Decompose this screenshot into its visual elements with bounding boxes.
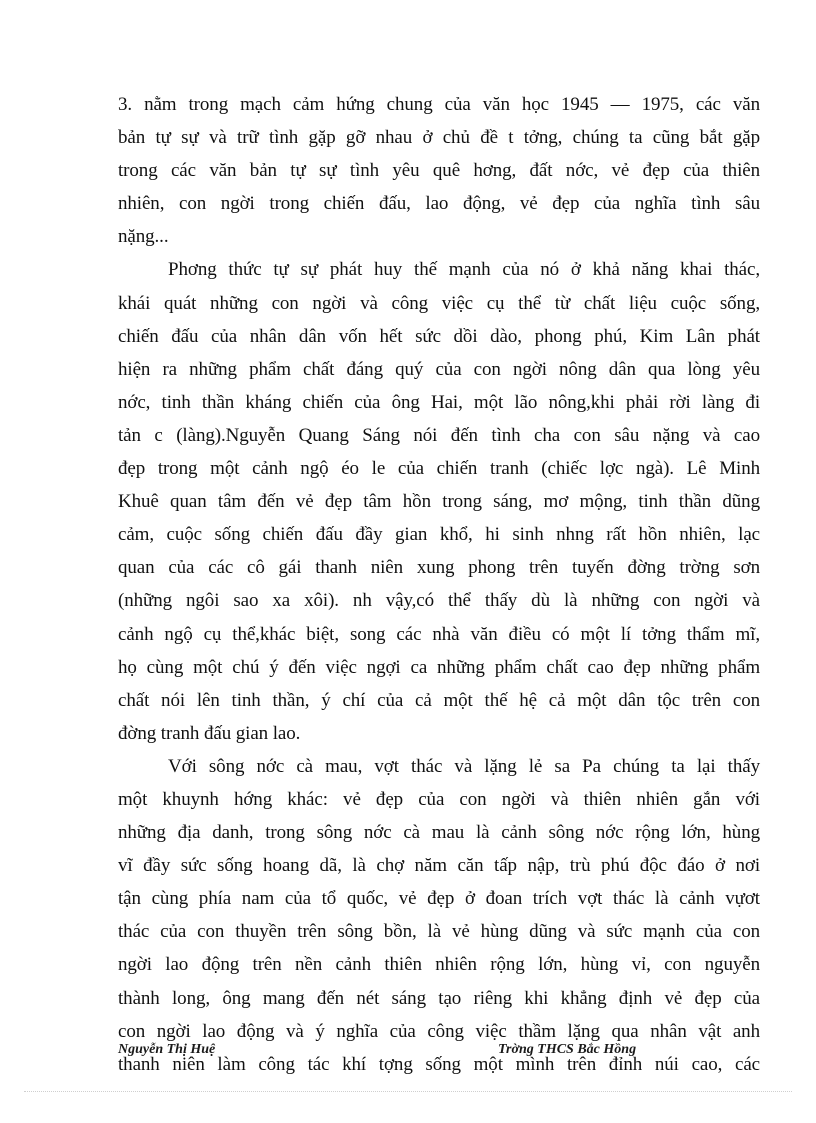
- text-line: thanh niên làm công tác khí tợng sống một mình trên đỉnh núi cao, các: [118, 1053, 760, 1075]
- page-bottom-divider: [24, 1091, 792, 1092]
- text-line: chiến đấu của nhân dân vốn hết sức dồi dào, phong phú, Kim Lân phát: [118, 325, 760, 347]
- page-footer: [118, 1042, 760, 1066]
- text-line: con ngời lao động và ý nghĩa của công việc thầm lặng qua nhân vật anh: [118, 1020, 760, 1042]
- text-line: (những ngôi sao xa xôi). nh vậy,có thể thấy dù là những con ngời và: [118, 590, 760, 612]
- text-line: nớc, tinh thần kháng chiến của ông Hai, một lão nông,khi phải rời làng đi: [118, 391, 760, 413]
- text-line: quan của các cô gái thanh niên xung phong trên tuyến đờng trờng sơn: [118, 557, 760, 579]
- text-line: nhiên, con ngời trong chiến đấu, lao động, vẻ đẹp của nghĩa tình sâu: [118, 193, 760, 215]
- text-line: 3. nằm trong mạch cảm hứng chung của văn học 1945 — 1975, các văn: [118, 94, 760, 115]
- text-line: họ cùng một chú ý đến việc ngợi ca những phẩm chất cao đẹp những phẩm: [118, 656, 760, 678]
- text-line: hiện ra những phẩm chất đáng quý của con ngời nông dân qua lòng yêu: [118, 358, 760, 380]
- text-line: nặng...: [118, 226, 169, 248]
- body-text: [118, 88, 760, 1081]
- footer-author: Nguyễn Thị Huệ: [118, 1042, 216, 1057]
- text-line: chất nói lên tinh thần, ý chí của cả một thế hệ cả một dân tộc trên con: [118, 689, 760, 711]
- paragraph-start-line: Với sông nớc cà mau, vợt thác và lặng lẻ sa Pa chúng ta lại thấy: [168, 755, 760, 777]
- text-line: đẹp trong một cảnh ngộ éo le của chiến tranh (chiếc lợc ngà). Lê Minh: [118, 458, 760, 480]
- text-line: những địa danh, trong sông nớc cà mau là cảnh sông nớc rộng lớn, hùng: [118, 822, 760, 844]
- text-line: khái quát những con ngời và công việc cụ thể từ chất liệu cuộc sống,: [118, 292, 760, 314]
- text-line: tận cùng phía nam của tổ quốc, vẻ đẹp ở đoan trích vợt thác là cảnh vựơt: [118, 888, 760, 910]
- text-line: cảm, cuộc sống chiến đấu đầy gian khổ, hi sinh nhng rất hồn nhiên, lạc: [118, 524, 760, 546]
- text-line: thành long, ông mang đến nét sáng tạo riêng khi khẳng định vẻ đẹp của: [118, 987, 760, 1009]
- footer-school: Trờng THCS Bắc Hồng: [498, 1042, 637, 1057]
- text-line: tản c (làng).Nguyễn Quang Sáng nói đến tình cha con sâu nặng và cao: [118, 424, 760, 446]
- text-line: cảnh ngộ cụ thể,khác biệt, song các nhà văn điều có một lí tởng thẩm mĩ,: [118, 623, 760, 645]
- text-line: thác của con thuyền trên sông bồn, là vẻ hùng dũng và sức mạnh của con: [118, 921, 760, 943]
- text-line: bản tự sự và trữ tình gặp gỡ nhau ở chủ đề t tởng, chúng ta cũng bắt gặp: [118, 127, 760, 149]
- text-line: Khuê quan tâm đến vẻ đẹp tâm hồn trong sáng, mơ mộng, tinh thần dũng: [118, 491, 760, 513]
- paragraph-start-line: Phơng thức tự sự phát huy thế mạnh của nó ở khả năng khai thác,: [168, 259, 760, 281]
- text-line: ngời lao động trên nền cảnh thiên nhiên rộng lớn, hùng vỉ, con nguyễn: [118, 954, 760, 976]
- text-line: đờng tranh đấu gian lao.: [118, 722, 301, 744]
- text-line: trong các văn bản tự sự tình yêu quê hơng, đất nớc, vẻ đẹp của thiên: [118, 160, 760, 182]
- text-line: vĩ đầy sức sống hoang dã, là chợ năm căn tấp nập, trù phú độc đáo ở nơi: [118, 855, 760, 877]
- text-line: một khuynh hớng khác: vẻ đẹp của con ngời và thiên nhiên gắn với: [118, 788, 760, 810]
